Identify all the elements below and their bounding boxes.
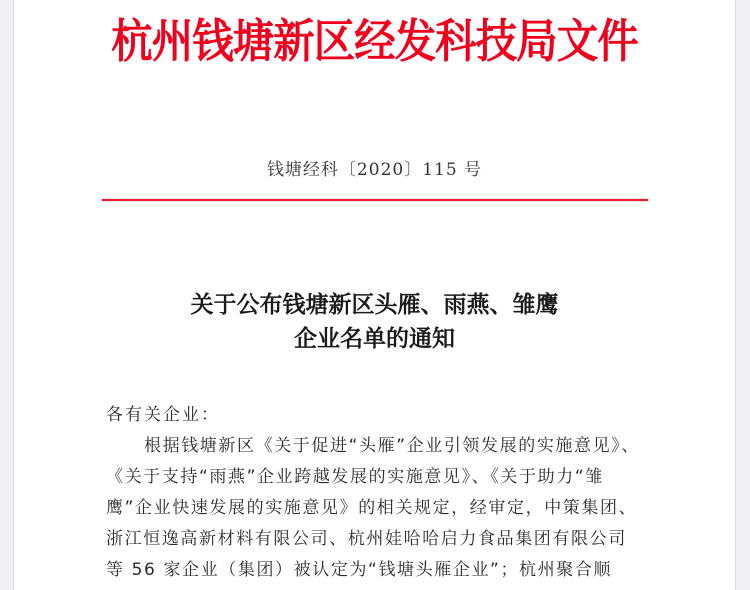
body-line: 根据钱塘新区《关于促进“头雁”企业引领发展的实施意见》、	[144, 436, 640, 456]
body-line: 浙江恒逸高新材料有限公司、杭州娃哈哈启力食品集团有限公司	[106, 529, 627, 549]
title-line-1: 关于公布钱塘新区头雁、雨燕、雏鹰	[190, 291, 559, 318]
title-line-2: 企业名单的通知	[294, 325, 455, 352]
body-line: 等 56 家企业（集团）被认定为“钱塘头雁企业”；杭州聚合顺	[106, 560, 613, 580]
salutation: 各有关企业：	[106, 405, 220, 425]
document-page[interactable]	[14, 0, 735, 590]
body-line: 鹰”企业快速发展的实施意见》的相关规定，经审定，中策集团、	[106, 498, 638, 518]
body-line: 《关于支持“雨燕”企业跨越发展的实施意见》、《关于助力“雏	[106, 467, 604, 487]
masthead-title: 杭州钱塘新区经发科技局文件	[111, 14, 638, 68]
document-number: 钱塘经科〔2020〕115 号	[266, 160, 483, 180]
notice-body	[106, 400, 654, 586]
right-gutter	[735, 0, 750, 590]
red-divider-line	[102, 199, 648, 201]
notice-title	[14, 288, 735, 356]
left-gutter	[0, 0, 14, 590]
